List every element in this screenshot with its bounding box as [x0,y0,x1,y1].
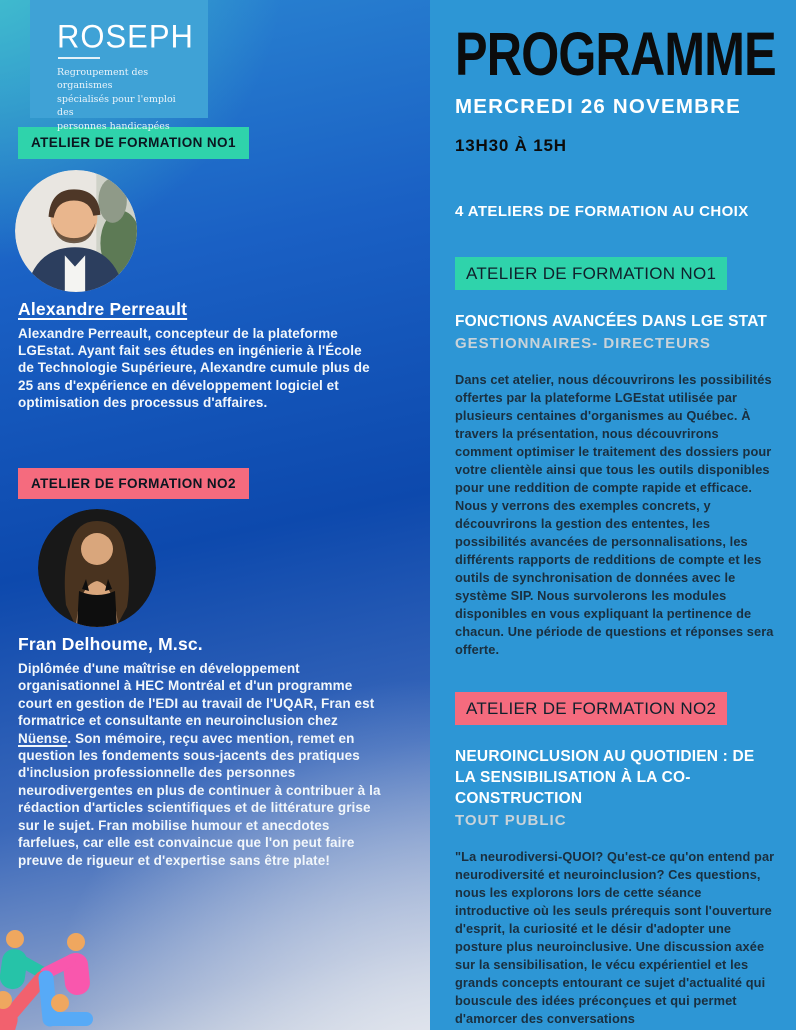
program-subtitle: 4 ATELIERS DE FORMATION AU CHOIX [455,203,749,220]
workshop1-description: Dans cet atelier, nous découvrirons les possibilités offertes par la plateforme LGEstat utilisée par plusieurs centaines d'organismes au Québec. À travers la présentation, nous découvrirons comment optimiser le traitement des dossiers pour votre clientèle ainsi que tous les outils disponibles pour une reddition de compte rapide et efficace. Nous y verrons des exemples concrets, y découvrirons la gestion des ententes, les possibilités avancées de personnalisations, les différents rapports de redditions de compte et les outils de synchronisation de données avec le système SIP. Nous survolerons les modules disponibles en vous expliquant la pertinence de chacun. Une période de questions et réponses sera offerte. [455,372,774,657]
program-time: 13H30 À 15H [455,136,567,155]
roseph-logo [30,0,208,132]
workshop2-audience: TOUT PUBLIC [455,812,567,829]
workshop1-audience: GESTIONNAIRES- DIRECTEURS [455,335,711,352]
speaker2-portrait-illustration [38,509,156,627]
workshop2-title: NEUROINCLUSION AU QUOTIDIEN : DE LA SENSIBILISATION À LA CO-CONSTRUCTION [455,748,755,807]
program-date: MERCREDI 26 NOVEMBRE [455,95,741,118]
speaker1-bio: Alexandre Perreault, concepteur de la plateforme LGEstat. Ayant fait ses études en ingénierie à l'École de Technologie Supérieure, Alexandre cumule plus de 25 ans d'expérience en développement logiciel et optimisation des processus d'affaires. [18,325,370,411]
speaker1-photo [15,170,137,292]
roseph-wordmark: ROSEPH [57,17,194,55]
teamwork-icon [0,926,114,1030]
tagline-line: Regroupement des organismes [57,67,149,92]
speaker1-name-link[interactable]: Alexandre Perreault [18,298,188,319]
speaker2-photo [38,509,156,627]
speaker2-bio-text: Diplômée d'une maîtrise en développement organisationnel à HEC Montréal et d'un programme court en gestion de l'EDI au travail de l'UQAR, Fran est formatrice et consultante en neuroinclusion chez [18,661,375,729]
speaker2-bio [18,660,390,869]
workshop1-banner-right: ATELIER DE FORMATION NO1 [455,257,727,290]
workshop2-banner-left: ATELIER DE FORMATION NO2 [18,468,249,500]
workshop2-description: "La neurodiversi-QUOI? Qu'est-ce qu'on entend par neurodiversité et neuroinclusion? Ces questions, nous les explorons lors de cette séance introductive où les seuls prérequis sont l'ouverture d'esprit, la curiosité et le désir d'adopter une posture plus neuroinclusive. Une discussion axée sur la sensibilisation, le vécu expérientiel et les grands concepts entourant ce sujet d'actualité qui bouscule des idées préconçues et qui permet d'amorcer des conversations [455,849,775,1026]
workshop1-title: FONCTIONS AVANCÉES DANS LGE STAT [455,313,768,330]
workshop2-banner-right: ATELIER DE FORMATION NO2 [455,692,727,725]
logo-tagline [57,66,194,133]
program-column [430,0,796,1030]
logo-divider [58,57,100,59]
page-title: PROGRAMME [455,20,776,88]
speaker1-portrait-illustration [15,170,137,292]
tagline-line: personnes handicapées [57,120,170,132]
speaker2-bio-text: . Son mémoire, reçu avec mention, remet en question les fondements sous-jacents des pratiques d'inclusion professionnelle des personnes neurodivergentes en plus de continuer à contribuer à la rédaction d'articles scientifiques et de littérature grise sur le sujet. Fran mobilise humour et anecdotes farfelues, car elle est convaincue que l'on peut faire preuve de rigueur et d'expertise sans être plate! [18,730,381,868]
tagline-line: spécialisés pour l'emploi des [57,93,176,119]
workshop1-banner-left: ATELIER DE FORMATION NO1 [18,127,249,159]
speaker2-name: Fran Delhoume, M.sc. [18,634,203,655]
nuense-link[interactable]: Nüense [18,730,68,746]
